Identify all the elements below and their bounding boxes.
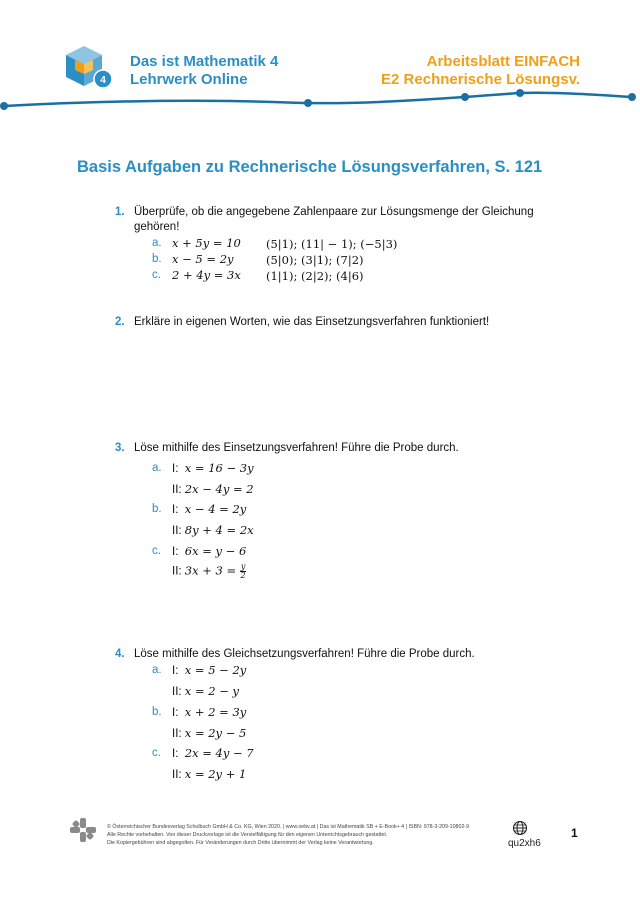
task1-item-b-equation: x − 5 = 2y bbox=[172, 252, 234, 266]
logo-number: 4 bbox=[100, 75, 106, 86]
item-letter: c. bbox=[152, 269, 161, 281]
item-letter: a. bbox=[152, 664, 162, 676]
eq-label-1: I: bbox=[172, 546, 179, 558]
publisher-logo-icon bbox=[70, 818, 96, 842]
equation: x = 2 − y bbox=[184, 684, 239, 698]
task1-item-b-pairs: (5|0); (3|1); (7|2) bbox=[266, 253, 364, 267]
equation: 2x − 4y = 2 bbox=[184, 482, 254, 496]
task1-number: 1. bbox=[115, 206, 125, 218]
task3-number: 3. bbox=[115, 442, 125, 454]
task4-a-eq1 bbox=[172, 663, 246, 677]
item-letter: a. bbox=[152, 462, 162, 474]
eq-label-2: II: bbox=[172, 728, 182, 740]
fraction-numerator: y bbox=[240, 562, 246, 571]
equation: 2x = 4y − 7 bbox=[184, 746, 254, 760]
task1-item-a-pairs: (5|1); (11| − 1); (−5|3) bbox=[266, 237, 398, 251]
equation: x = 2y − 5 bbox=[184, 726, 247, 740]
task3-c-eq1 bbox=[172, 544, 246, 558]
brand-line1: Das ist Mathematik 4 bbox=[130, 53, 279, 70]
item-letter: b. bbox=[152, 503, 162, 515]
item-letter: a. bbox=[152, 237, 162, 249]
task4-a-eq2 bbox=[172, 684, 239, 698]
task4-number: 4. bbox=[115, 648, 125, 660]
eq-label-2: II: bbox=[172, 769, 182, 781]
task3-text: Löse mithilfe des Einsetzungsverfahren! Führe die Probe durch. bbox=[134, 442, 459, 454]
eq-label-1: I: bbox=[172, 463, 179, 475]
eq-label-1: I: bbox=[172, 665, 179, 677]
item-letter: c. bbox=[152, 545, 161, 557]
page-number: 1 bbox=[571, 826, 578, 840]
task4-c-eq2 bbox=[172, 767, 246, 781]
equation: x − 4 = 2y bbox=[184, 502, 247, 516]
task2-number: 2. bbox=[115, 316, 125, 328]
task2-text: Erkläre in eigenen Worten, wie das Einsetzungsverfahren funktioniert! bbox=[134, 316, 490, 328]
task3-item-b bbox=[152, 503, 162, 515]
online-code[interactable]: qu2xh6 bbox=[508, 838, 541, 849]
equation: 8y + 4 = 2x bbox=[184, 523, 254, 537]
task3-c-eq2 bbox=[172, 563, 246, 580]
item-letter: c. bbox=[152, 747, 161, 759]
task4-b-eq1 bbox=[172, 705, 246, 719]
task4-item-b bbox=[152, 706, 162, 718]
globe-icon[interactable] bbox=[512, 820, 528, 836]
footer-line2: Alle Rechte vorbehalten. Von dieser Druckvorlage ist die Vervielfältigung für den eigenen Unterrichtsgebrauch gestattet. bbox=[107, 832, 388, 838]
sheet-line1: Arbeitsblatt EINFACH bbox=[426, 53, 580, 70]
eq-label-2: II: bbox=[172, 686, 182, 698]
equation: x + 2 = 3y bbox=[184, 705, 247, 719]
fraction bbox=[240, 563, 247, 580]
eq-label-2: II: bbox=[172, 565, 182, 578]
footer-copyright bbox=[107, 823, 497, 847]
eq-label-2: II: bbox=[172, 484, 182, 496]
eq-label-2: II: bbox=[172, 525, 182, 537]
sheet-line2: E2 Rechnerische Lösungsv. bbox=[381, 71, 580, 88]
task1-item-c-equation: 2 + 4y = 3x bbox=[172, 268, 241, 282]
task1-item-c bbox=[152, 269, 161, 281]
header-divider-line bbox=[0, 84, 640, 114]
item-letter: b. bbox=[152, 253, 162, 265]
eq-label-1: I: bbox=[172, 748, 179, 760]
equation: 3x + 3 = bbox=[184, 563, 240, 578]
task1-item-a bbox=[152, 237, 162, 249]
brand-line2: Lehrwerk Online bbox=[130, 71, 248, 88]
task4-c-eq1 bbox=[172, 746, 254, 760]
item-letter: b. bbox=[152, 706, 162, 718]
eq-label-1: I: bbox=[172, 707, 179, 719]
task1-item-b bbox=[152, 253, 162, 265]
eq-label-1: I: bbox=[172, 504, 179, 516]
task1-text: Überprüfe, ob die angegebene Zahlenpaare zur Lösungsmenge der Gleichung gehören! bbox=[134, 206, 534, 233]
task1-item-a-equation: x + 5y = 10 bbox=[172, 236, 241, 250]
task1-item-c-pairs: (1|1); (2|2); (4|6) bbox=[266, 269, 364, 283]
task4-text: Löse mithilfe des Gleichsetzungsverfahren! Führe die Probe durch. bbox=[134, 648, 475, 660]
equation: x = 16 − 3y bbox=[184, 461, 254, 475]
footer-line1: © Österreichischer Bundesverlag Schulbuch GmbH & Co. KG, Wien 2020. | www.oebv.at | Das ist Mathematik SB + E-Book+ 4 | ISBN: 978-3-209-10802-9 bbox=[107, 824, 470, 830]
task4-item-c bbox=[152, 747, 161, 759]
task3-a-eq2 bbox=[172, 482, 254, 496]
equation: 6x = y − 6 bbox=[184, 544, 247, 558]
page-title: Basis Aufgaben zu Rechnerische Lösungsverfahren, S. 121 bbox=[77, 158, 543, 176]
task3-b-eq1 bbox=[172, 502, 246, 516]
task3-b-eq2 bbox=[172, 523, 254, 537]
footer-line3: Die Kopiergebühren sind abgegolten. Für Veränderungen durch Dritte übernimmt der Verlag keine Verantwortung. bbox=[107, 840, 374, 846]
task3-item-a bbox=[152, 462, 162, 474]
equation: x = 5 − 2y bbox=[184, 663, 247, 677]
task4-item-a bbox=[152, 664, 162, 676]
task3-item-c bbox=[152, 545, 161, 557]
task3-a-eq1 bbox=[172, 461, 254, 475]
fraction-denominator: 2 bbox=[240, 571, 246, 580]
task4-b-eq2 bbox=[172, 726, 246, 740]
equation: x = 2y + 1 bbox=[184, 767, 247, 781]
